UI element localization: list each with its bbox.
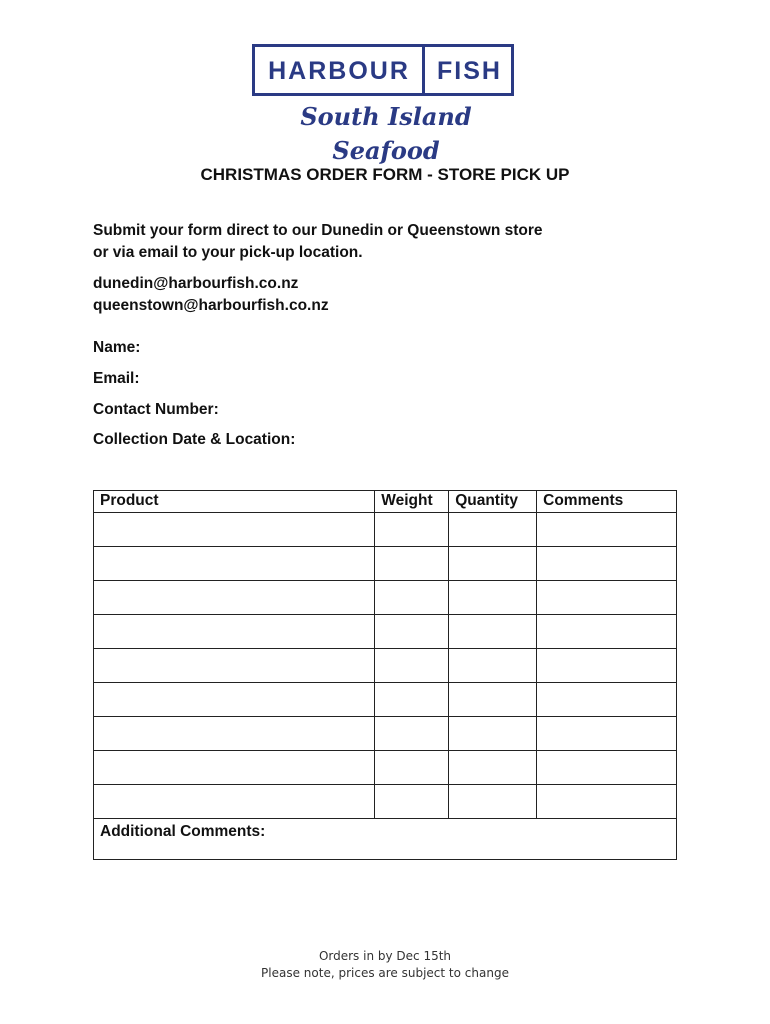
product-cell[interactable] (94, 615, 375, 649)
weight-cell[interactable] (375, 615, 449, 649)
table-header-row (94, 491, 677, 513)
comments-cell[interactable] (537, 683, 677, 717)
comments-cell[interactable] (537, 547, 677, 581)
weight-cell[interactable] (375, 751, 449, 785)
product-cell[interactable] (94, 649, 375, 683)
product-cell[interactable] (94, 683, 375, 717)
additional-comments-row (94, 819, 677, 860)
quantity-cell[interactable] (449, 615, 537, 649)
header-comments: Comments (537, 491, 677, 513)
table-row (94, 649, 677, 683)
comments-cell[interactable] (537, 785, 677, 819)
weight-cell[interactable] (375, 649, 449, 683)
field-name-label: Name: (93, 339, 141, 356)
table-row (94, 547, 677, 581)
product-cell[interactable] (94, 751, 375, 785)
email-dunedin[interactable]: dunedin@harbourfish.co.nz (93, 275, 299, 292)
quantity-cell[interactable] (449, 649, 537, 683)
additional-comments-label: Additional Comments: (100, 823, 266, 840)
weight-cell[interactable] (375, 785, 449, 819)
field-contact-label: Contact Number: (93, 401, 219, 418)
weight-cell[interactable] (375, 683, 449, 717)
comments-cell[interactable] (537, 751, 677, 785)
table-row (94, 513, 677, 547)
table-row (94, 615, 677, 649)
quantity-cell[interactable] (449, 751, 537, 785)
weight-cell[interactable] (375, 717, 449, 751)
footer-deadline: Orders in by Dec 15th (318, 949, 452, 963)
email-queenstown[interactable]: queenstown@harbourfish.co.nz (93, 297, 329, 314)
quantity-cell[interactable] (449, 581, 537, 615)
quantity-cell[interactable] (449, 717, 537, 751)
quantity-cell[interactable] (449, 513, 537, 547)
field-collection-label: Collection Date & Location: (93, 431, 296, 448)
product-cell[interactable] (94, 581, 375, 615)
comments-cell[interactable] (537, 717, 677, 751)
table-row (94, 717, 677, 751)
order-table (93, 490, 677, 860)
additional-comments-field[interactable] (94, 819, 677, 860)
comments-cell[interactable] (537, 513, 677, 547)
instructions-line-2: or via email to your pick-up location. (93, 244, 363, 261)
weight-cell[interactable] (375, 513, 449, 547)
comments-cell[interactable] (537, 581, 677, 615)
form-title: CHRISTMAS ORDER FORM - STORE PICK UP (200, 165, 570, 184)
product-cell[interactable] (94, 785, 375, 819)
quantity-cell[interactable] (449, 547, 537, 581)
product-cell[interactable] (94, 717, 375, 751)
table-row (94, 581, 677, 615)
comments-cell[interactable] (537, 649, 677, 683)
quantity-cell[interactable] (449, 785, 537, 819)
table-row (94, 683, 677, 717)
comments-cell[interactable] (537, 615, 677, 649)
footer-price-note: Please note, prices are subject to change (261, 966, 509, 980)
logo-word-fish: FISH (437, 57, 502, 85)
quantity-cell[interactable] (449, 683, 537, 717)
logo-tagline: South Island Seafood (300, 102, 472, 165)
instructions (93, 220, 543, 264)
header-quantity: Quantity (449, 491, 537, 513)
weight-cell[interactable] (375, 581, 449, 615)
header-weight: Weight (375, 491, 449, 513)
table-row (94, 785, 677, 819)
product-cell[interactable] (94, 547, 375, 581)
weight-cell[interactable] (375, 547, 449, 581)
table-row (94, 751, 677, 785)
instructions-line-1: Submit your form direct to our Dunedin or Queenstown store (93, 222, 543, 239)
logo-word-harbour: HARBOUR (268, 57, 410, 85)
field-email-label: Email: (93, 370, 140, 387)
email-addresses (93, 273, 329, 317)
header-product: Product (94, 491, 375, 513)
order-rows (94, 513, 677, 819)
product-cell[interactable] (94, 513, 375, 547)
